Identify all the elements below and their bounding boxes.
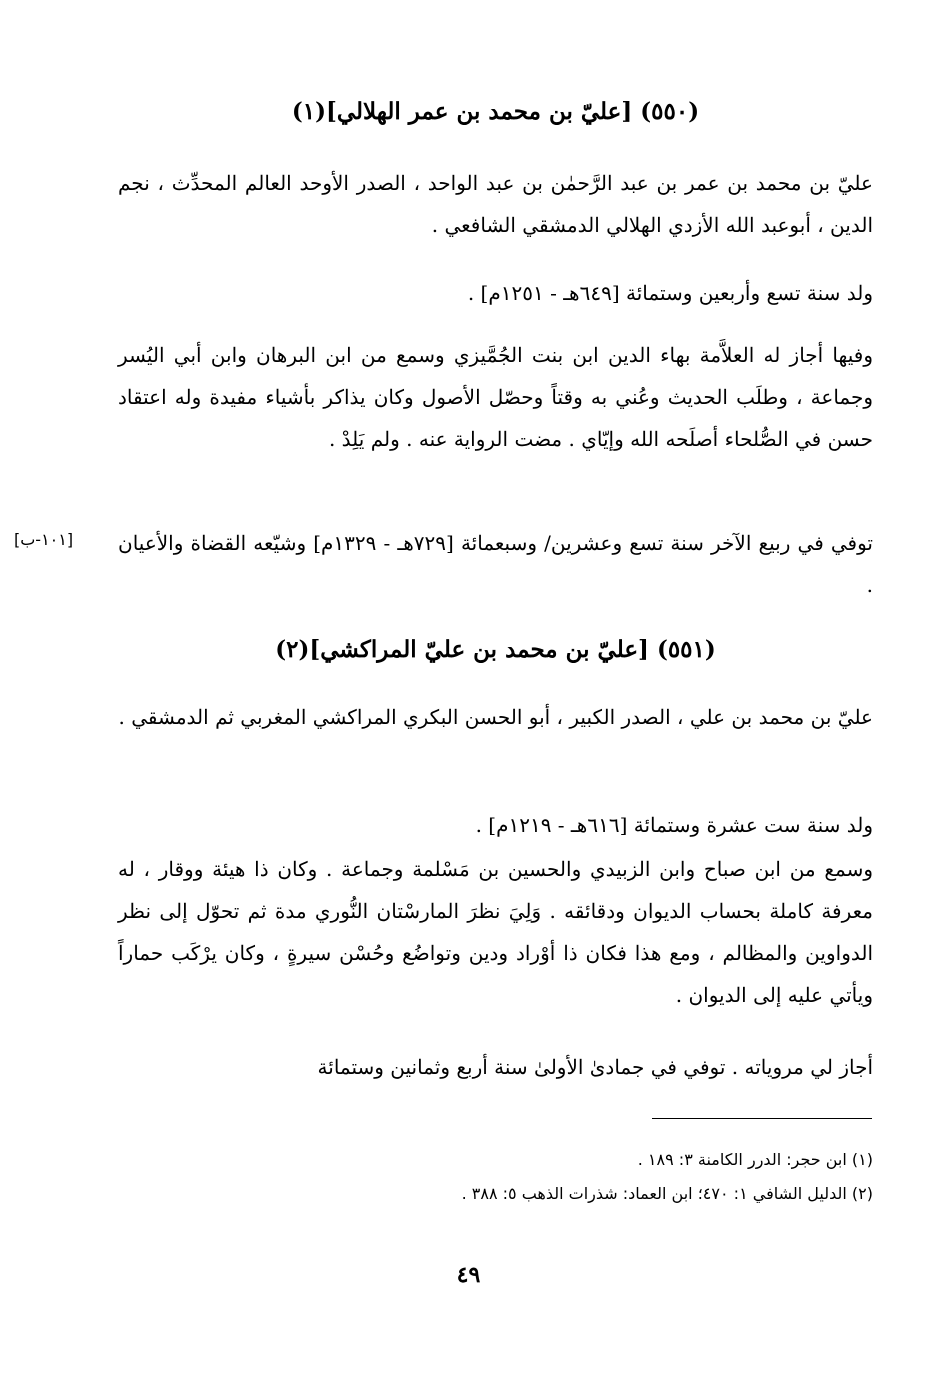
entry-550-paragraph-3: وفيها أجاز له العلاَّمة بهاء الدين ابن بنت الجُمَّيزي وسمع من ابن البرهان وابن أبي اليُسر وجماعة ، وطلَب الحديث وعُني به وقتاً وحصّل الأصول وكان يذاكر بأشياء مفيدة وله اعتقاد حسن في الصُّلحاء أصلَحه الله وإيّاي . مضت الرواية عنه . ولم يَلِدْ . xyxy=(118,343,873,451)
entry-551-paragraph-3: وسمع من ابن صباح وابن الزبيدي والحسين بن مَسْلمة وجماعة . وكان ذا هيئة ووقار ، له معرفة كاملة بحساب الديوان ودقائقه . وَلِيَ نظرَ المارسْتان النُّوري مدة ثم تحوّل إلى نظر الدواوين والمظالم ، ومع هذا فكان ذا أوْراد ودين وتواضُع وحُسْن سيرةٍ ، وكان يرْكَب حماراً ويأتي عليه إلى الديوان . xyxy=(118,857,873,1007)
page-number: ٤٩ xyxy=(456,1262,481,1288)
entry-550-death: توفي في ربيع الآخر سنة تسع وعشرين/ وسبعمائة [٧٢٩هـ - ١٣٢٩م] وشيّعه القضاة والأعيان . xyxy=(118,531,873,597)
footnote-1: (١) ابن حجر: الدرر الكامنة ٣: ١٨٩ . xyxy=(637,1150,873,1169)
manuscript-folio-marker: [١٠١-ب] xyxy=(14,530,74,549)
entry-heading-551: (٥٥١) [عليّ بن محمد بن عليّ المراكشي](٢) xyxy=(275,636,716,663)
footnote-separator xyxy=(652,1118,872,1119)
entry-551-paragraph-1: عليّ بن محمد بن علي ، الصدر الكبير ، أبو الحسن البكري المراكشي المغربي ثم الدمشقي . xyxy=(118,705,873,729)
entry-551-birth: ولد سنة ست عشرة وستمائة [٦١٦هـ - ١٢١٩م] . xyxy=(475,813,873,837)
entry-551-paragraph-4: أجاز لي مروياته . توفي في جمادىٰ الأولىٰ سنة أربع وثمانين وستمائة xyxy=(317,1055,873,1079)
entry-heading-550: (٥٥٠) [عليّ بن محمد بن عمر الهلالي](١) xyxy=(291,98,700,125)
footnote-2: (٢) الدليل الشافي ١: ٤٧٠؛ ابن العماد: شذرات الذهب ٥: ٣٨٨ . xyxy=(461,1184,873,1203)
entry-550-birth: ولد سنة تسع وأربعين وستمائة [٦٤٩هـ - ١٢٥١م] . xyxy=(467,281,873,305)
entry-550-paragraph-1: عليّ بن محمد بن عمر بن عبد الرَّحمٰن بن عبد الواحد ، الصدر الأوحد العالم المحدِّث ، نجم الدين ، أبوعبد الله الأزدي الهلالي الدمشقي الشافعي . xyxy=(118,171,873,237)
